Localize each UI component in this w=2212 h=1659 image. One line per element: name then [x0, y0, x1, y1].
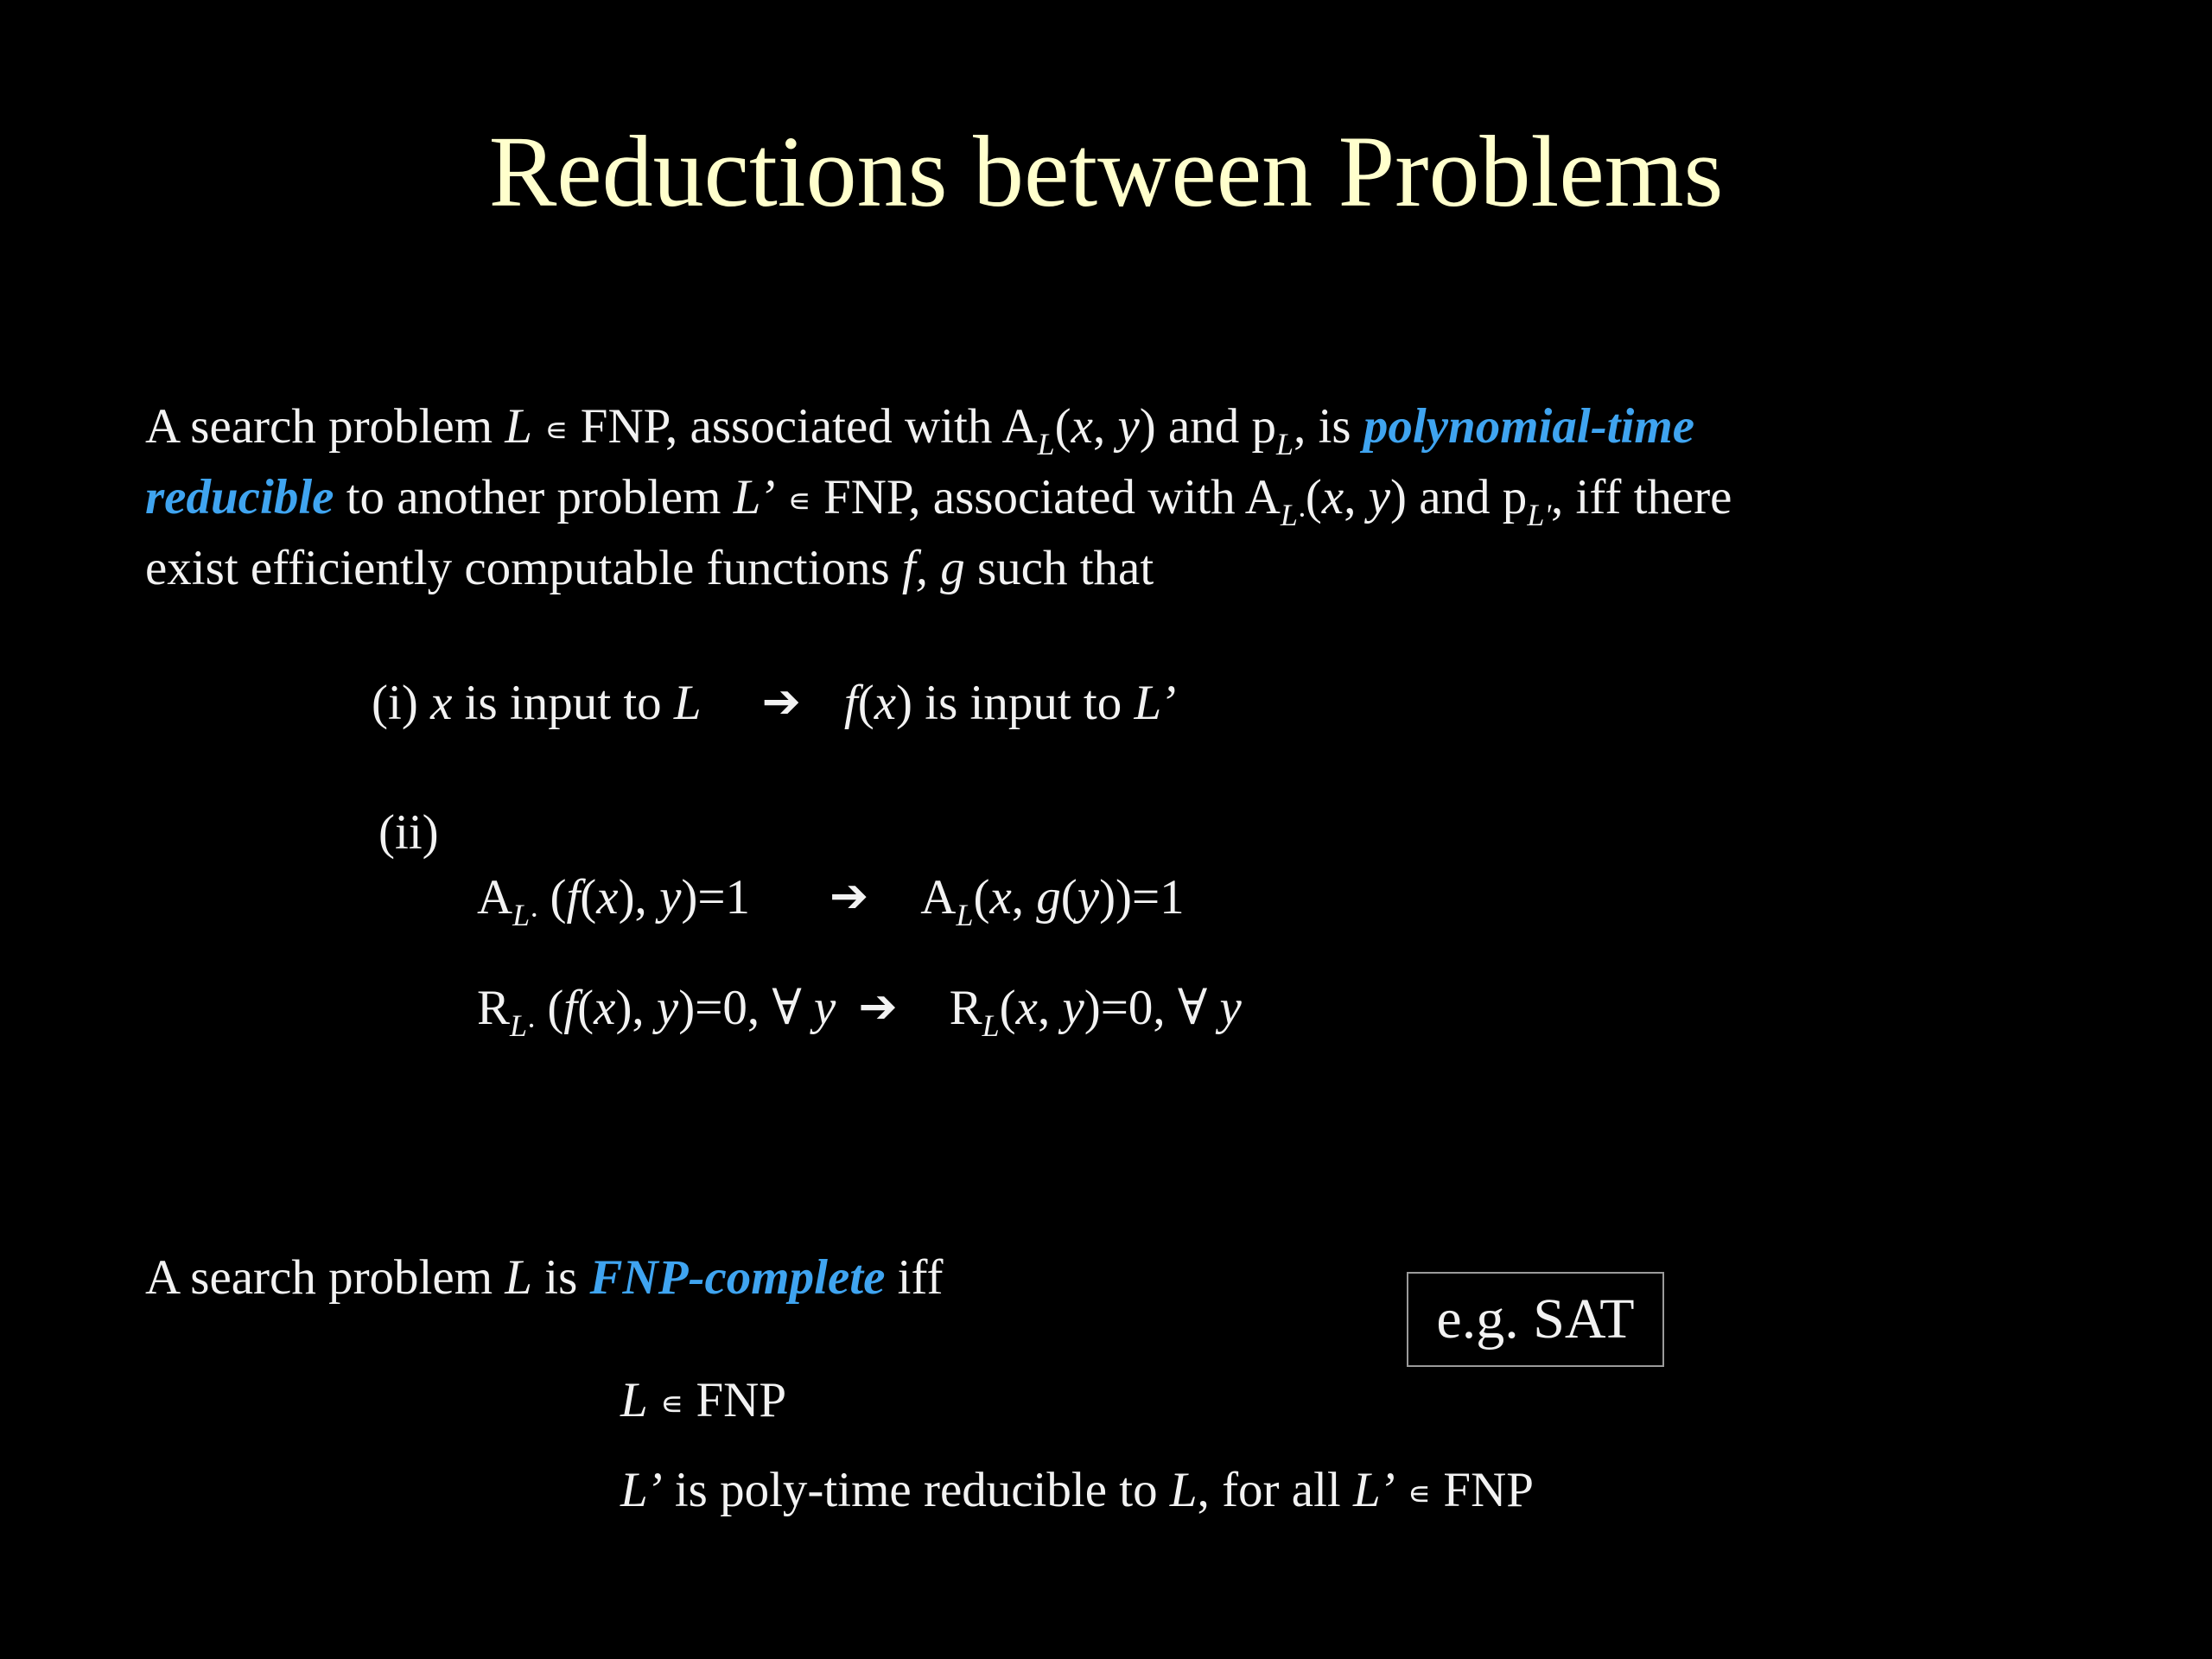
implies-arrow-icon: ➔	[830, 868, 869, 923]
condition-ii-line-a: $A_{L\cdot}$ (f(x), y)=1 ➔ $A_L(x$, g(y))=1	[477, 868, 1185, 932]
condition-ii-line-b: $R_{L\cdot}$ (f(x), y)=0, ∀ y ➔ $R_L(x$, y)=0, ∀ y	[477, 979, 1242, 1043]
definition-line-2: reducible to another problem L’ ∊ FNP, associated with $A_{L\cdot}(x$, y) and $p_{L'}$, iff there	[145, 470, 1732, 532]
completeness-condition-2: L’ is poly-time reducible to L, for all L’ ∊ FNP	[620, 1463, 1534, 1517]
implies-arrow-icon: ➔	[858, 979, 898, 1033]
condition-i: (i) x is input to L ➔ f(x) is input to L’	[372, 674, 1177, 730]
term-fnp-complete: FNP-complete	[589, 1250, 886, 1305]
condition-ii-label: (ii)	[378, 805, 439, 860]
definition-paragraph	[145, 393, 2133, 601]
slide-title: Reductions between Problems	[488, 115, 1724, 228]
definition-line-1: A search problem L ∊ FNP, associated with $A_L(x$, y) and $p_L$, is polynomial-time	[145, 399, 1694, 461]
completeness-statement: A search problem L is FNP-complete iff	[145, 1250, 944, 1305]
completeness-condition-1: L ∊ FNP	[620, 1373, 787, 1427]
definition-line-3: exist efficiently computable functions f, g such that	[145, 541, 1154, 595]
implies-arrow-icon: ➔	[761, 674, 801, 728]
example-box: e.g. SAT	[1407, 1272, 1664, 1367]
term-reducible: reducible	[145, 470, 334, 524]
term-polynomial-time: polynomial-time	[1363, 399, 1694, 454]
